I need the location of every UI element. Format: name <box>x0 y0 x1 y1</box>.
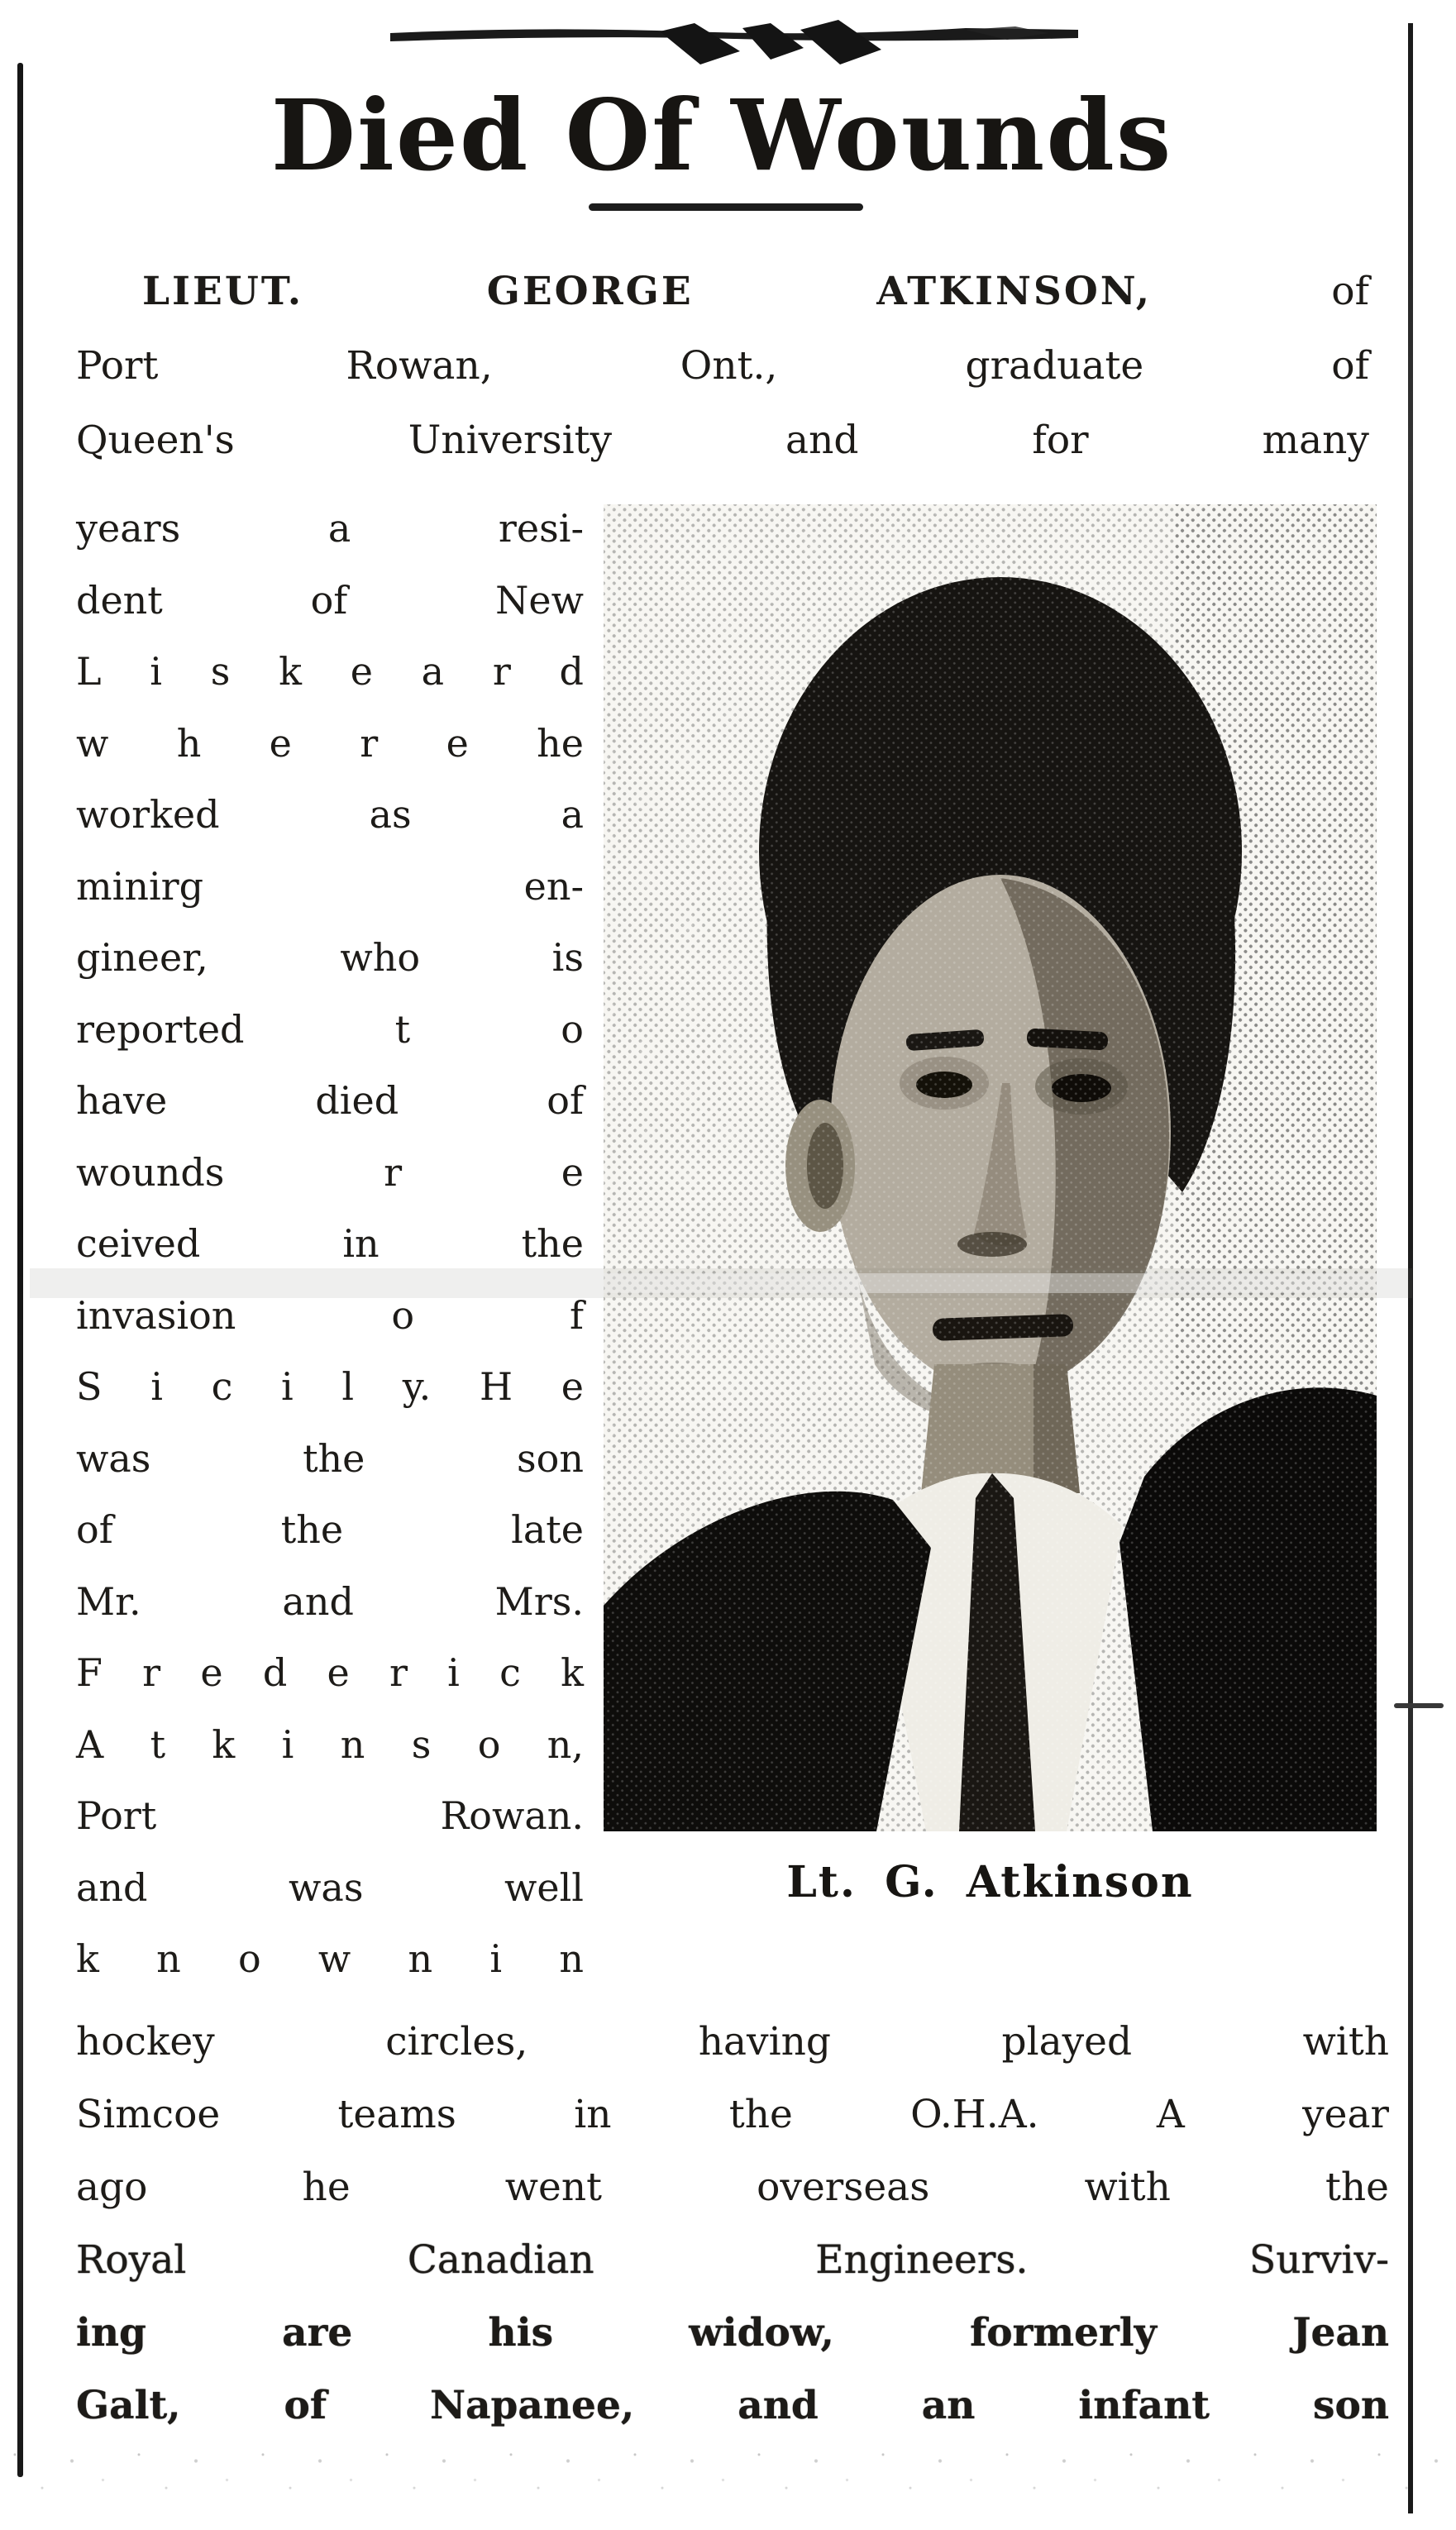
column-line: have died of <box>76 1078 584 1123</box>
lead-line-2: Port Rowan, Ont., graduate of <box>76 343 1369 389</box>
column-line: of the late <box>76 1507 584 1552</box>
column-line: Port Rowan. <box>76 1793 584 1838</box>
bottom-paragraph <box>76 2006 1389 2442</box>
column-line: S i c i l y. H e <box>76 1364 584 1409</box>
column-line: and was well <box>76 1864 584 1910</box>
column-line: w h e r e he <box>76 720 584 766</box>
left-column-rule <box>17 63 23 2477</box>
right-rule-tick <box>1394 1703 1444 1708</box>
photo-caption: Lt. G. Atkinson <box>786 1857 1194 1907</box>
bottom-line: ing are his widow, formerly Jean <box>76 2310 1389 2356</box>
column-line: k n o w n i n <box>76 1936 584 1981</box>
headline-underline-rule <box>589 203 863 211</box>
bottom-line: ago he went overseas with the <box>76 2165 1389 2210</box>
top-decorative-rule <box>387 17 1080 64</box>
column-line: worked as a <box>76 792 584 837</box>
column-line: dent of New <box>76 577 584 623</box>
bottom-line: Royal Canadian Engineers. Surviv- <box>76 2237 1389 2283</box>
left-text-column <box>76 493 584 1995</box>
column-line: F r e d e r i c k <box>76 1650 584 1695</box>
column-line: years a resi- <box>76 506 584 551</box>
column-line: ceived in the <box>76 1221 584 1266</box>
column-line: minirg en- <box>76 863 584 909</box>
portrait-photo <box>604 504 1377 1831</box>
scan-streak <box>30 1268 1412 1298</box>
column-line: wounds r e <box>76 1149 584 1195</box>
column-line: gineer, who is <box>76 935 584 980</box>
column-line: was the son <box>76 1435 584 1481</box>
lead-line-1: LIEUT. GEORGE ATKINSON, of <box>142 269 1369 314</box>
column-line: L i s k e a r d <box>76 649 584 694</box>
column-line: invasion o f <box>76 1292 584 1338</box>
paper-speckles <box>0 2431 1456 2530</box>
bottom-line: Simcoe teams in the O.H.A. A year <box>76 2092 1389 2137</box>
column-line: reported t o <box>76 1006 584 1052</box>
column-line: A t k i n s o n, <box>76 1721 584 1767</box>
lead-line-3: Queen's University and for many <box>76 418 1369 463</box>
lead-name-bold: LIEUT. GEORGE ATKINSON, <box>142 269 1153 314</box>
lead-paragraph <box>76 255 1369 478</box>
column-line: Mr. and Mrs. <box>76 1578 584 1624</box>
article-headline: Died Of Wounds <box>270 78 1173 193</box>
bottom-line: Galt, of Napanee, and an infant son <box>76 2383 1389 2428</box>
bottom-line: hockey circles, having played with <box>76 2019 1389 2065</box>
